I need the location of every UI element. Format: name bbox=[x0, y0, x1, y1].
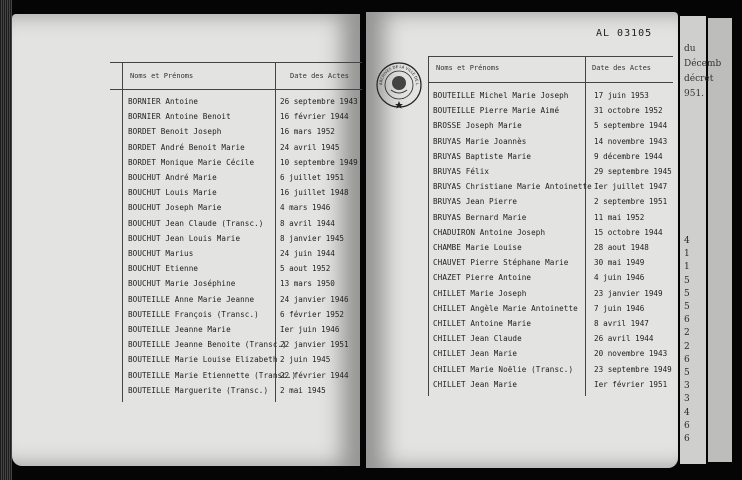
margin-note: 951. bbox=[684, 89, 705, 99]
row-name: BOUCHUT Louis Marie bbox=[128, 188, 217, 198]
row-date: 16 février 1944 bbox=[280, 112, 349, 122]
row-name: BOUTEILLE Jeanne Benoite (Transc.) bbox=[128, 340, 287, 350]
row-date: 15 octobre 1944 bbox=[594, 227, 663, 237]
row-date: 26 septembre 1943 bbox=[280, 97, 358, 106]
margin-number: 2 bbox=[684, 328, 690, 339]
row-date: 16 mars 1952 bbox=[280, 127, 335, 137]
row-date: 24 juin 1944 bbox=[280, 249, 335, 258]
row-date: 2 mai 1945 bbox=[280, 385, 326, 395]
row-name: BOUCHUT Marie Joséphine bbox=[128, 279, 236, 289]
row-date: 13 mars 1950 bbox=[280, 279, 335, 289]
row-name: BRUYAS Bernard Marie bbox=[433, 212, 527, 222]
row-date: 23 septembre 1949 bbox=[594, 364, 672, 374]
right-table-mid-rule bbox=[585, 56, 586, 396]
margin-number: 5 bbox=[684, 288, 690, 299]
row-date: Ier juin 1946 bbox=[280, 325, 340, 334]
row-name: CHILLET Marie Joseph bbox=[433, 288, 527, 298]
reference-number: AL 03105 bbox=[596, 28, 653, 39]
row-date: 10 septembre 1949 bbox=[280, 157, 358, 167]
margin-number: 5 bbox=[684, 275, 690, 286]
row-name: BOUTEILLE Jeanne Marie bbox=[128, 325, 231, 334]
row-date: 5 septembre 1944 bbox=[594, 121, 668, 131]
right-header-name: Noms et Prénoms bbox=[436, 64, 500, 72]
row-date: 5 aout 1952 bbox=[280, 264, 331, 274]
row-name: BORNIER Antoine bbox=[128, 97, 199, 106]
row-date: 11 mai 1952 bbox=[594, 212, 645, 222]
row-date: 26 avril 1944 bbox=[594, 334, 654, 344]
row-name: CHAMBE Marie Louise bbox=[433, 243, 522, 252]
row-date: 30 mai 1949 bbox=[594, 258, 645, 268]
margin-number: 3 bbox=[684, 394, 690, 405]
margin-note: Décemb bbox=[684, 59, 722, 69]
row-name: CHADUIRON Antoine Joseph bbox=[433, 227, 546, 237]
row-date: 24 avril 1945 bbox=[280, 142, 340, 152]
margin-number: 3 bbox=[684, 381, 690, 392]
row-name: BOUTEILLE Marguerite (Transc.) bbox=[128, 385, 269, 395]
row-name: CHAZET Pierre Antoine bbox=[433, 273, 532, 283]
row-date: 17 juin 1953 bbox=[594, 91, 649, 100]
row-name: BORNIER Antoine Benoit bbox=[128, 112, 231, 122]
margin-number: 6 bbox=[684, 420, 690, 431]
left-table-mid-rule bbox=[275, 62, 276, 402]
row-date: 16 juillet 1948 bbox=[280, 188, 349, 198]
right-header-date: Date des Actes bbox=[592, 64, 652, 72]
margin-number: 2 bbox=[684, 341, 690, 352]
row-date: 28 aout 1948 bbox=[594, 243, 649, 252]
row-name: BRUYAS Baptiste Marie bbox=[433, 151, 532, 161]
row-name: BOUTEILLE Pierre Marie Aimé bbox=[433, 106, 560, 116]
right-table-top-rule bbox=[428, 56, 673, 57]
row-name: BOUTEILLE Anne Marie Jeanne bbox=[128, 294, 255, 304]
row-date: 31 octobre 1952 bbox=[594, 106, 663, 116]
row-name: BOUCHUT Etienne bbox=[128, 264, 199, 274]
row-date: 2 septembre 1951 bbox=[594, 197, 668, 207]
row-name: BORDET Monique Marie Cécile bbox=[128, 157, 255, 167]
row-date: 4 juin 1946 bbox=[594, 273, 645, 283]
row-name: CHILLET Angèle Marie Antoinette bbox=[433, 303, 578, 313]
margin-number: 6 bbox=[684, 315, 690, 326]
left-header-date: Date des Actes bbox=[290, 72, 350, 80]
row-date: 9 décembre 1944 bbox=[594, 151, 663, 161]
left-header-name: Noms et Prénoms bbox=[130, 72, 194, 80]
row-date: 14 novembre 1943 bbox=[594, 136, 668, 146]
row-name: CHILLET Jean Marie bbox=[433, 349, 518, 359]
row-date: 20 novembre 1943 bbox=[594, 349, 668, 359]
row-date: 8 janvier 1945 bbox=[280, 233, 345, 243]
row-name: BRUYAS Marie Joannès bbox=[433, 136, 527, 146]
row-date: 7 juin 1946 bbox=[594, 303, 645, 313]
row-name: CHILLET Jean Marie bbox=[433, 379, 518, 389]
row-date: Ier février 1951 bbox=[594, 379, 668, 389]
stamp-text: ARCHIVES DE LA VILLE DE L bbox=[377, 63, 421, 86]
row-date: 23 janvier 1949 bbox=[594, 288, 663, 298]
row-name: BOUCHUT Jean Louis Marie bbox=[128, 233, 241, 243]
row-name: CHAUVET Pierre Stéphane Marie bbox=[433, 258, 569, 268]
row-date: 8 avril 1944 bbox=[280, 218, 335, 228]
row-name: BOUTEILLE Michel Marie Joseph bbox=[433, 91, 569, 100]
row-name: BOUCHUT Joseph Marie bbox=[128, 203, 222, 213]
row-date: 8 avril 1947 bbox=[594, 319, 649, 328]
row-date: 22 février 1944 bbox=[280, 370, 349, 380]
row-name: BOUCHUT Jean Claude (Transc.) bbox=[128, 218, 264, 228]
row-name: BRUYAS Christiane Marie Antoinette bbox=[433, 182, 592, 192]
left-table-header-rule bbox=[110, 89, 362, 90]
row-name: BOUTEILLE Marie Etiennette (Transc.) bbox=[128, 370, 297, 380]
row-date: 24 janvier 1946 bbox=[280, 294, 349, 304]
row-name: BRUYAS Jean Pierre bbox=[433, 197, 518, 207]
row-name: BORDET André Benoit Marie bbox=[128, 142, 245, 152]
row-date: 22 janvier 1951 bbox=[280, 340, 349, 350]
book-edge bbox=[0, 0, 12, 480]
right-table-header-rule bbox=[428, 82, 673, 83]
margin-note: décret bbox=[684, 74, 714, 84]
row-date: 6 février 1952 bbox=[280, 309, 345, 319]
row-name: CHILLET Marie Noëlie (Transc.) bbox=[433, 364, 574, 374]
row-date: 29 septembre 1945 bbox=[594, 167, 672, 176]
row-name: BOUCHUT André Marie bbox=[128, 173, 217, 182]
row-name: CHILLET Antoine Marie bbox=[433, 319, 532, 328]
margin-number: 5 bbox=[684, 368, 690, 378]
margin-number: 1 bbox=[684, 262, 690, 273]
row-name: BOUTEILLE François (Transc.) bbox=[128, 309, 259, 319]
row-date: 2 juin 1945 bbox=[280, 355, 331, 365]
left-table-left-rule bbox=[122, 62, 123, 402]
margin-number: 4 bbox=[684, 236, 690, 246]
row-name: BOUTEILLE Marie Louise Elizabeth bbox=[128, 355, 278, 365]
row-name: BRUYAS Félix bbox=[433, 167, 490, 176]
margin-note: du bbox=[684, 44, 696, 54]
margin-number: 6 bbox=[684, 354, 690, 365]
margin-number: 4 bbox=[684, 407, 690, 418]
right-table-left-rule bbox=[428, 56, 429, 396]
left-table-top-rule bbox=[110, 62, 362, 63]
margin-number: 6 bbox=[684, 434, 690, 444]
archive-stamp-icon bbox=[374, 60, 424, 110]
row-date: 4 mars 1946 bbox=[280, 203, 331, 213]
row-date: Ier juillet 1947 bbox=[594, 182, 668, 192]
margin-number: 1 bbox=[684, 249, 690, 260]
row-date: 6 juillet 1951 bbox=[280, 173, 345, 182]
row-name: BOUCHUT Marius bbox=[128, 249, 194, 258]
row-name: BORDET Benoit Joseph bbox=[128, 127, 222, 137]
row-name: BROSSE Joseph Marie bbox=[433, 121, 522, 131]
next-page-edge-2 bbox=[708, 18, 732, 462]
row-name: CHILLET Jean Claude bbox=[433, 334, 522, 344]
margin-number: 5 bbox=[684, 302, 690, 312]
